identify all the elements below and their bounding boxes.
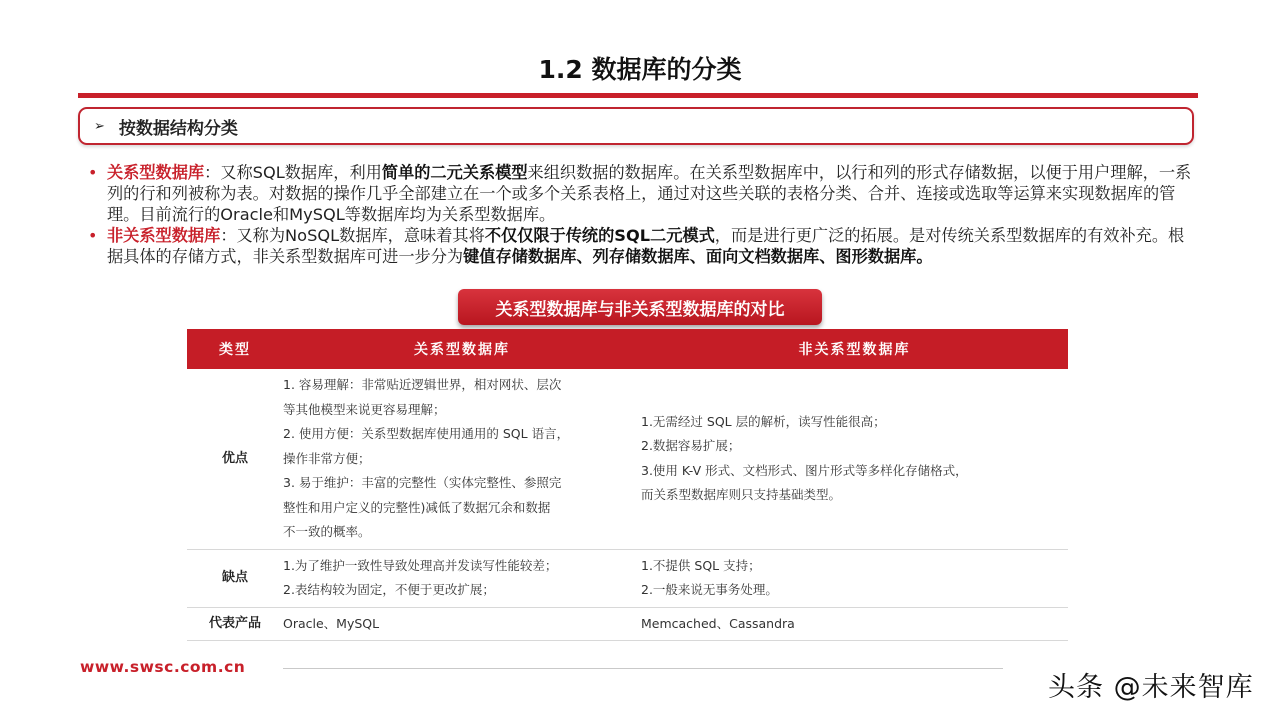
cell-line: Memcached、Cassandra bbox=[641, 615, 795, 631]
table-header-row bbox=[187, 329, 1068, 369]
bullet-emphasis: 键值存储数据库、列存储数据库、面向文档数据库、图形数据库。 bbox=[463, 247, 933, 266]
nonrelational-cell bbox=[641, 607, 1068, 641]
footer-rule bbox=[283, 668, 1003, 669]
table-caption: 关系型数据库与非关系型数据库的对比 bbox=[458, 289, 822, 325]
cell-line: 整性和用户定义的完整性)减低了数据冗余和数据 bbox=[283, 499, 551, 515]
bullet-item bbox=[88, 225, 1192, 267]
cell-line: 3.使用 K-V 形式、文档形式、图片形式等多样化存储格式， bbox=[641, 462, 968, 478]
watermark: 头条 @未来智库 bbox=[1048, 672, 1254, 703]
slide-title: 1.2 数据库的分类 bbox=[538, 55, 742, 84]
nonrelational-cell bbox=[641, 369, 1068, 549]
cell-line: 不一致的概率。 bbox=[283, 524, 371, 539]
relational-cell bbox=[283, 549, 641, 607]
bullet-emphasis: 简单的二元关系模型 bbox=[381, 163, 528, 182]
cell-line: 1.为了维护一致性导致处理高并发读写性能较差； bbox=[283, 557, 558, 573]
cell-line: 1.不提供 SQL 支持； bbox=[641, 557, 761, 573]
section-heading-box bbox=[78, 107, 1194, 145]
cell-line: 而关系型数据库则只支持基础类型。 bbox=[641, 487, 842, 503]
header-type: 类型 bbox=[187, 329, 283, 369]
cell-line: 2.表结构较为固定，不便于更改扩展； bbox=[283, 582, 495, 597]
bullet-item bbox=[88, 162, 1192, 225]
title-rule bbox=[78, 93, 1198, 98]
row-type-cell: 优点 bbox=[187, 369, 283, 549]
header-relational: 关系型数据库 bbox=[283, 329, 641, 369]
bullet-text: 来组织数据的数据库。在关系型数据库中，以行和列的形式存储数据，以便于用户理解，一系列的行和列被称为表。对数据的操作几乎全部建立在一个或多个关系表格上，通过对这些关联的表格分类、合并、连接或选取等运算来实现数据库的管理。目前流行的Oracle和MySQL等数据库均为关系型数据库。 bbox=[107, 163, 1192, 224]
bullet-list bbox=[88, 162, 1192, 267]
cell-line: 2. 使用方便：关系型数据库使用通用的 SQL 语言， bbox=[283, 426, 570, 441]
bullet-term: 关系型数据库 bbox=[107, 163, 205, 182]
cell-line: Oracle、MySQL bbox=[283, 615, 380, 631]
cell-line: 2.数据容易扩展； bbox=[641, 438, 741, 454]
arrow-bullet-icon: ➢ bbox=[94, 118, 105, 134]
bullet-dot-icon: • bbox=[88, 226, 98, 245]
relational-cell bbox=[283, 369, 641, 549]
cell-line: 3. 易于维护：丰富的完整性（实体完整性、参照完 bbox=[283, 475, 562, 490]
nonrelational-cell bbox=[641, 549, 1068, 607]
cell-line: 2.一般来说无事务处理。 bbox=[641, 582, 778, 597]
bullet-text: ，而是进行更广泛的拓展。是对传统关系型数据库的有效补充。根据具体的存储方式，非关系型数据库可进一步分为 bbox=[107, 226, 1185, 266]
bullet-emphasis: 不仅仅限于传统的SQL二元模式 bbox=[484, 226, 715, 245]
table-row bbox=[187, 607, 1068, 641]
cell-line: 等其他模型来说更容易理解； bbox=[283, 401, 446, 417]
row-type-cell: 缺点 bbox=[187, 549, 283, 607]
table-row bbox=[187, 369, 1068, 549]
comparison-table bbox=[187, 329, 1068, 641]
bullet-dot-icon: • bbox=[88, 163, 98, 182]
relational-cell bbox=[283, 607, 641, 641]
bullet-text: ：又称为NoSQL数据库，意味着其将 bbox=[220, 226, 485, 245]
cell-line: 1.无需经过 SQL 层的解析，读写性能很高； bbox=[641, 413, 886, 429]
header-nonrelational: 非关系型数据库 bbox=[641, 329, 1068, 369]
section-title: 按数据结构分类 bbox=[118, 118, 238, 139]
website-link[interactable]: www.swsc.com.cn bbox=[80, 658, 246, 676]
row-type-cell: 代表产品 bbox=[187, 607, 283, 641]
bullet-term: 非关系型数据库 bbox=[107, 226, 221, 245]
cell-line: 1. 容易理解：非常贴近逻辑世界，相对网状、层次 bbox=[283, 377, 562, 392]
cell-line: 操作非常方便； bbox=[283, 450, 371, 466]
table-row bbox=[187, 549, 1068, 607]
bullet-text: ：又称SQL数据库，利用 bbox=[204, 163, 382, 182]
